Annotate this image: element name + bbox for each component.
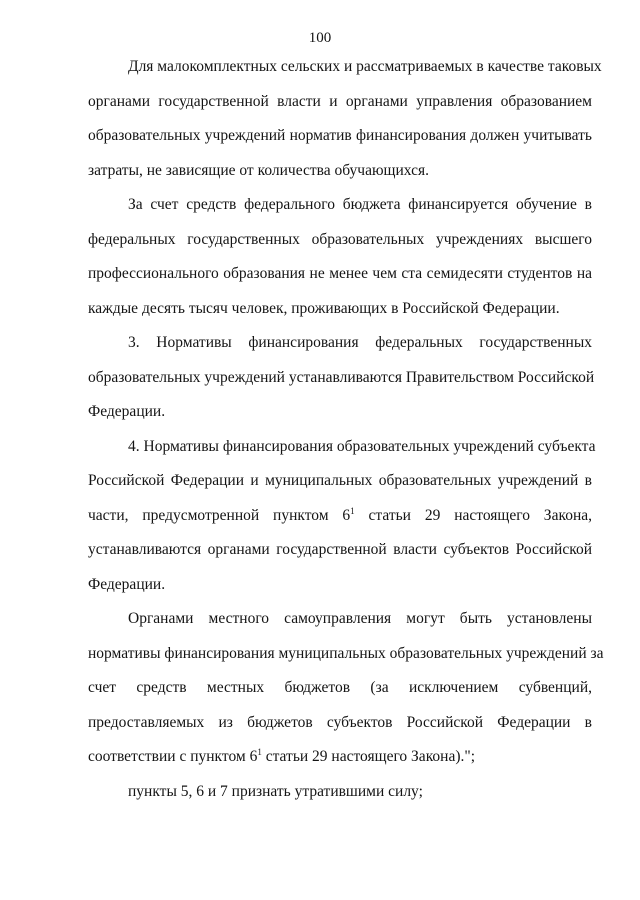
text-line: Органами местного самоуправления могут быть установлены	[128, 610, 592, 627]
text-line: федеральных государственных образовательных учреждениях высшего	[88, 230, 592, 248]
text-line: счет средств местных бюджетов (за исключением субвенций,	[88, 679, 592, 696]
text-line: пункты 5, 6 и 7 признать утратившими силу;	[128, 782, 423, 800]
paragraph-local-government	[88, 602, 604, 775]
page-number: 100	[308, 30, 332, 46]
superscript: 1	[257, 747, 262, 757]
document-body	[88, 50, 604, 809]
text-line: образовательных учреждений норматив финансирования должен учитывать	[88, 127, 592, 144]
text-line	[88, 740, 592, 775]
text-fragment: статьи 29 настоящего Закона).";	[261, 748, 476, 765]
text-line: Для малокомплектных сельских и рассматриваемых в качестве таковых	[128, 58, 602, 75]
text-line: профессионального образования не менее чем ста семидесяти студентов на	[88, 265, 592, 282]
paragraph-small-schools	[88, 50, 602, 188]
text-line: каждые десять тысяч человек, проживающих в Российской Федерации.	[88, 299, 560, 317]
text-line: За счет средств федерального бюджета финансируется обучение в	[128, 196, 592, 213]
text-line	[88, 499, 592, 534]
text-line: Федерации.	[88, 575, 166, 593]
paragraph-repeal-items	[88, 775, 592, 810]
text-fragment: соответствии с пунктом 6	[88, 748, 258, 765]
text-fragment: части, предусмотренной пунктом 6	[88, 506, 351, 524]
text-line: Федерации.	[88, 403, 166, 420]
text-line: 3. Нормативы финансирования федеральных государственных	[128, 334, 592, 351]
paragraph-item-3	[88, 326, 595, 430]
text-line: устанавливаются органами государственной власти субъектов Российской	[88, 541, 592, 558]
text-line: нормативы финансирования муниципальных образовательных учреждений за	[88, 644, 604, 662]
text-line: затраты, не зависящие от количества обучающихся.	[88, 161, 429, 179]
paragraph-item-4	[88, 430, 596, 603]
text-line: органами государственной власти и органами управления образованием	[88, 92, 592, 110]
text-fragment: статьи 29 настоящего Закона,	[354, 506, 592, 524]
text-line: образовательных учреждений устанавливаются Правительством Российской	[88, 368, 595, 386]
text-line: 4. Нормативы финансирования образовательных учреждений субъекта	[128, 437, 596, 455]
text-line: предоставляемых из бюджетов субъектов Российской Федерации в	[88, 713, 592, 731]
text-line: Российской Федерации и муниципальных образовательных учреждений в	[88, 472, 592, 489]
paragraph-federal-budget	[88, 188, 592, 326]
superscript: 1	[350, 505, 355, 516]
